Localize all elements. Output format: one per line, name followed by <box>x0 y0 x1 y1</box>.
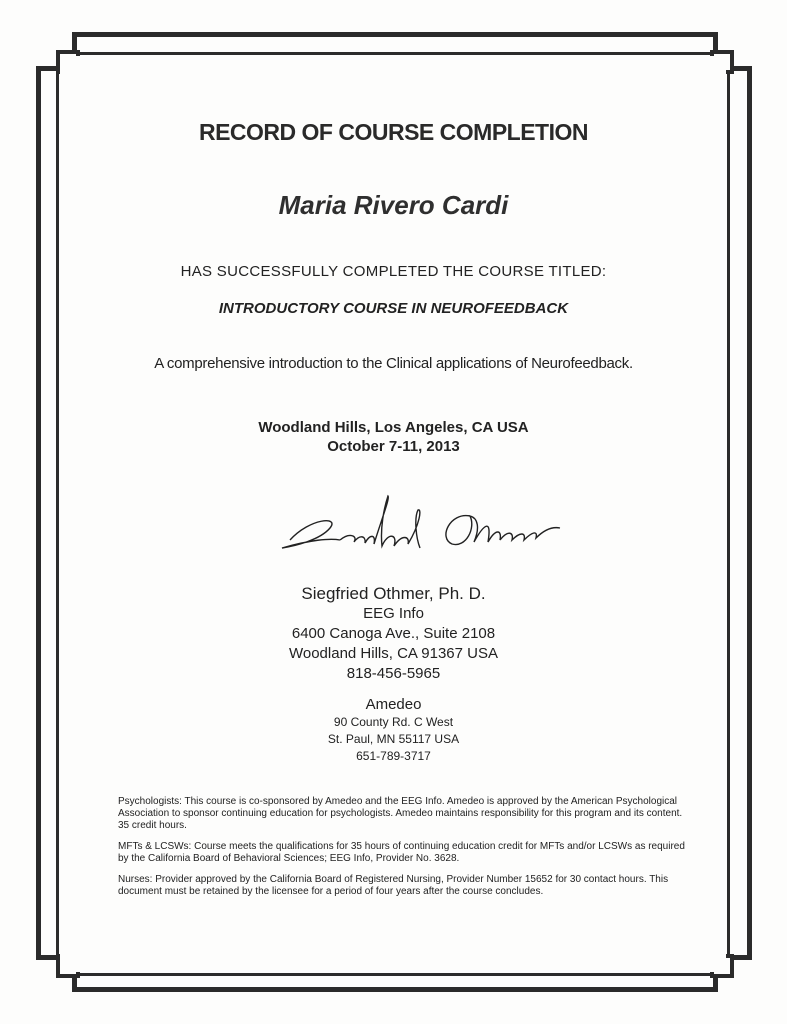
signatory-block <box>80 584 707 684</box>
course-title: INTRODUCTORY COURSE IN NEUROFEEDBACK <box>218 300 569 317</box>
certificate-title: RECORD OF COURSE COMPLETION <box>198 119 588 145</box>
signature-image <box>270 488 580 568</box>
sponsor-phone: 651-789-3717 <box>356 749 431 763</box>
signatory-address2: Woodland Hills, CA 91367 USA <box>288 645 498 662</box>
sponsor-address1: 90 County Rd. C West <box>333 715 454 729</box>
course-location-dates <box>80 418 707 456</box>
recipient-name: Maria Rivero Cardi <box>278 190 509 220</box>
accreditation-notes <box>118 796 688 907</box>
completion-statement: HAS SUCCESSFULLY COMPLETED THE COURSE TITLED: <box>180 263 607 280</box>
sponsor-address2: St. Paul, MN 55117 USA <box>327 732 460 746</box>
signature-second-stroke <box>446 516 560 545</box>
course-location: Woodland Hills, Los Angeles, CA USA <box>258 419 529 436</box>
course-description: A comprehensive introduction to the Clinical applications of Neurofeedback. <box>154 355 633 372</box>
course-dates: October 7-11, 2013 <box>327 438 460 455</box>
sponsor-name: Amedeo <box>365 696 422 713</box>
signatory-org: EEG Info <box>363 605 424 622</box>
signatory-name: Siegfried Othmer, Ph. D. <box>301 584 486 603</box>
signatory-phone: 818-456-5965 <box>346 665 441 682</box>
signature-first-stroke <box>282 496 420 548</box>
note-psychologists: Psychologists: This course is co-sponsored by Amedeo and the EEG Info. Amedeo is approved by the American Psychological Association to sponsor continuing education for psychologists. Amedeo maintains responsibility for this program and its content. 35 credit hours. <box>118 796 683 831</box>
signatory-address1: 6400 Canoga Ave., Suite 2108 <box>291 625 496 642</box>
note-mfts: MFTs & LCSWs: Course meets the qualifications for 35 hours of continuing education credit for MFTs and/or LCSWs as required by the California Board of Behavioral Sciences; EEG Info, Provider No. 3628. <box>118 841 685 864</box>
note-nurses: Nurses: Provider approved by the California Board of Registered Nursing, Provider Number 15652 for 30 contact hours. This document must be retained by the licensee for a period of four years after the course concludes. <box>118 874 669 897</box>
sponsor-block <box>80 696 707 765</box>
